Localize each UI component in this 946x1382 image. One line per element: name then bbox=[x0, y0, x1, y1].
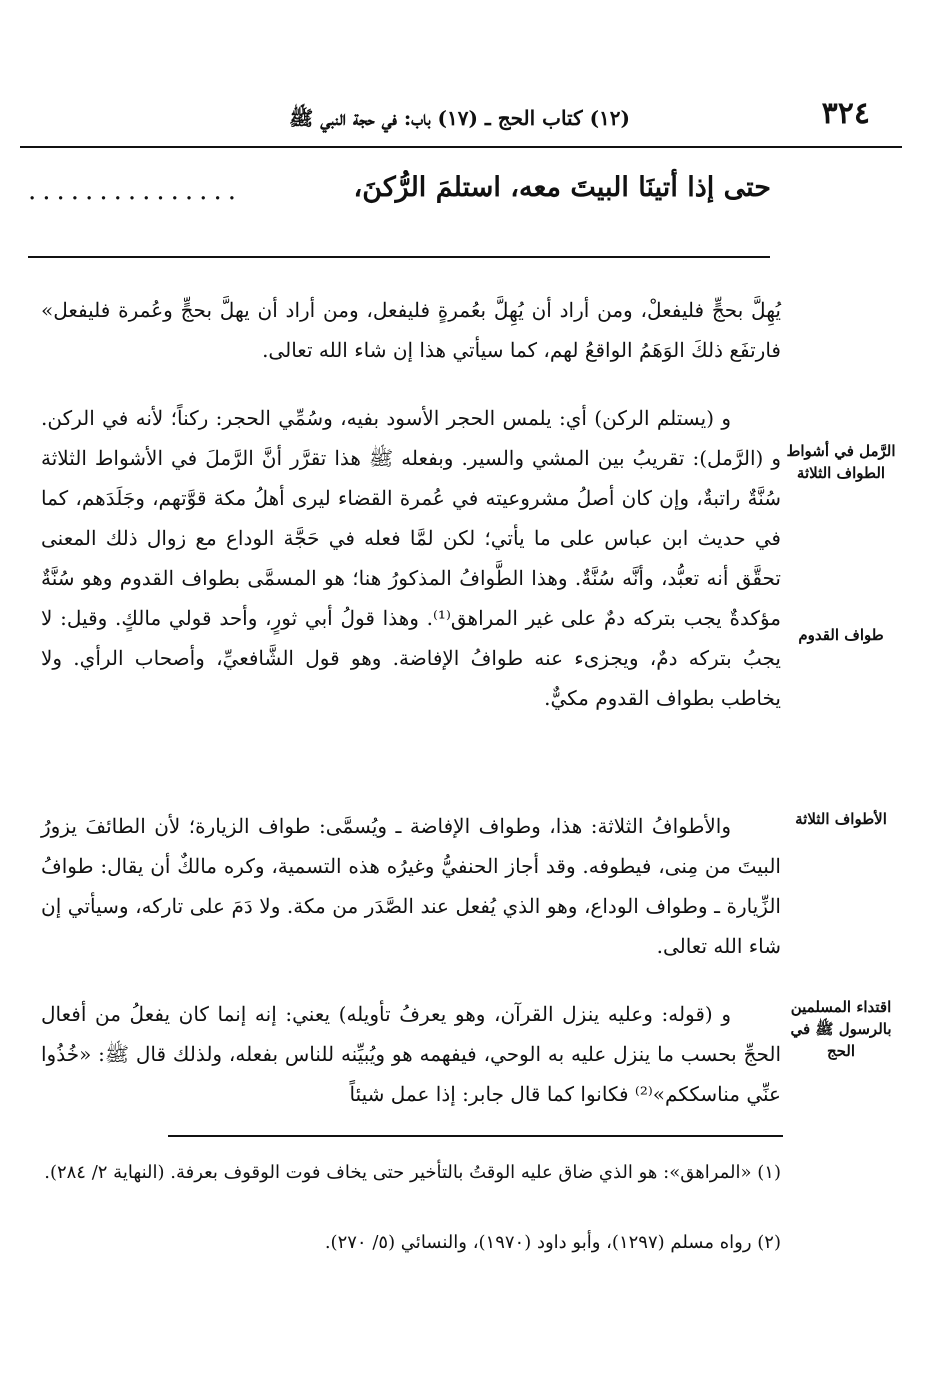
page-number: ٣٢٤ bbox=[821, 96, 870, 131]
paragraph-text: و (يستلم الركن) أي: يلمس الحجر الأسود بفيه، وسُمِّي الحجر: ركناً؛ لأنه في الركن. و (الرَّمل): تقريبُ بين المشي والسير. وبفعله ﷺ هذا تقرَّر أنَّ الرَّملَ في الأشواط الثلاثة سُنَّةٌ راتبةٌ، وإن كان أصلُ مشروعيته في عُمرة القضاء ليرى أهلُ مكة قوَّتهم، وجَلَدَهم، كما في حديث ابن عباس على ما يأتي؛ لكن لمَّا فعله في حَجَّة الوداع مع زوال ذلك المعنى تحقَّق أنه تعبُّد، وأنَّه سُنَّةٌ. وهذا الطَّوافُ المذكورُ هنا؛ هو المسمَّى بطواف القدوم وهو سُنَّةٌ مؤكدةٌ يجب بتركه دمٌ على غير المراهق⁽¹⁾. وهذا قولُ أبي ثورٍ، وأحد قولي مالكٍ. وقيل: لا يجبُ بتركه دمٌ، ويجزىء عنه طوافُ الإفاضة. وهو قول الشَّافعيِّ، وأصحاب الرأي. ولا يخاطب بطواف القدوم مكيٌّ. bbox=[41, 406, 782, 710]
hadith-text: حتى إذا أتينَا البيتَ معه، استلمَ الرُّكنَ، bbox=[353, 172, 771, 203]
footnote-divider bbox=[168, 1135, 783, 1137]
margin-note: اقتداء المسلمين بالرسول ﷺ في الحج bbox=[790, 998, 892, 1060]
margin-note: الرَّمل في أشواط الطواف الثلاثة bbox=[786, 442, 896, 482]
commentary-paragraph bbox=[41, 398, 781, 718]
margin-note: الأطواف الثلاثة bbox=[795, 810, 887, 828]
paragraph-text: والأطوافُ الثلاثة: هذا، وطواف الإفاضة ـ ويُسمَّى: طواف الزيارة؛ لأن الطائفَ يزورُ البيتَ من مِنى، فيطوفه. وقد أجاز الحنفيُّ وغيرُه هذه التسمية، وكره مالكٌ أن يقال: طوافُ الزِّيارة ـ وطواف الوداع، وهو الذي يُفعل عند الصَّدَر من مكة. ولا دَمَ على تاركه، وسيأتي إن شاء الله تعالى. bbox=[41, 814, 781, 958]
footnote: (٢) رواه مسلم (١٢٩٧)، وأبو داود (١٩٧٠)، والنسائي (٥/ ٢٧٠). bbox=[324, 1232, 781, 1253]
commentary-paragraph bbox=[41, 994, 781, 1114]
commentary-paragraph bbox=[41, 290, 781, 370]
hadith-divider bbox=[28, 256, 770, 258]
commentary-paragraph bbox=[41, 806, 781, 966]
running-title: (١٢) كتاب الحج ـ (١٧) باب: في حجة النبي ﷺ bbox=[289, 106, 630, 130]
header-divider bbox=[20, 146, 902, 148]
hadith-dots: ............... bbox=[28, 176, 242, 206]
paragraph-text: يُهِلَّ بحجٍّ فليفعلْ، ومن أراد أن يُهِلَّ بعُمرةٍ فليفعل، ومن أراد أن يهلَّ بحجٍّ وعُمرة فليفعل» فارتفَع ذلكَ الوَهَمُ الواقعُ لهم، كما سيأتي هذا إن شاء الله تعالى. bbox=[41, 298, 781, 362]
footnote: (١) «المراهق»: هو الذي ضاق عليه الوقتُ بالتأخير حتى يخاف فوت الوقوف بعرفة. (النهاية ٢/ ٢٨٤). bbox=[44, 1162, 781, 1183]
paragraph-text: و (قوله: وعليه ينزل القرآن، وهو يعرفُ تأويله) يعني: إنه إنما كان يفعلُ من أفعال الحجِّ بحسب ما ينزل عليه به الوحي، فيفهمه هو ويُبيِّنه للناس بفعله، ولذلك قال ﷺ: «خُذُوا عنِّي مناسككم»⁽²⁾ فكانوا كما قال جابر: إذا عمل شيئاً bbox=[41, 1002, 781, 1106]
margin-note: طواف القدوم bbox=[798, 626, 884, 644]
page-header bbox=[20, 96, 870, 138]
